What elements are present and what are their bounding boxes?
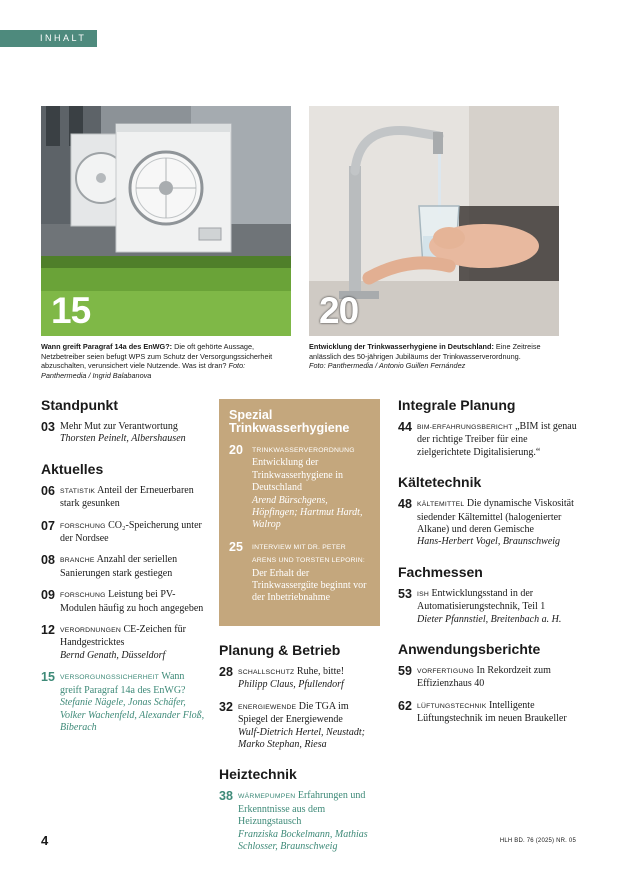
feature-number-20: 20 [319,290,359,331]
toc-entry[interactable]: 03 Mehr Mut zur Verantwortung Thorsten Peinelt, Albershausen [41,420,186,445]
section-tab: INHALT [0,30,97,47]
toc-entry[interactable]: 53 ISH Entwicklungsstand in der Automatisierungstechnik, Teil 1 Dieter Pfannstiel, Breitenbach a. H. [398,586,562,625]
section-title-kaeltetechnik: Kältetechnik [398,474,482,491]
toc-entry[interactable]: 32 ENERGIEWENDE Die TGA im Spiegel der Energiewende Wulf-Dietrich Hertel, Neustadt; Marko Stephan, Riesa [219,699,365,750]
toc-entry-highlight[interactable]: 38 WÄRMEPUMPEN Erfahrungen und Erkenntnisse aus dem Heizungstausch Franziska Bockelmann, Mathias Schlosser, Braunschweig [219,789,368,852]
photo-caption-2: Entwicklung der Trinkwasserhygiene in Deutschland: Eine Zeitreise anlässlich des 50-jährigen Jubiläums der Trinkwasserverordnung. Foto: Panthermedia / Antonio Guillen Fernández [309,342,541,371]
section-title-aktuelles: Aktuelles [41,460,104,477]
section-title-fachmessen: Fachmessen [398,563,483,580]
section-title-anwendung: Anwendungsberichte [398,641,541,658]
toc-entry-highlight[interactable]: 15 VERSORGUNGSSICHERHEIT Wann greift Paragraf 14a des EnWG? Stefanie Nägele, Jonas Schäfer, Volker Wachenfeld, Alexander Floß, Biberach [41,670,205,733]
toc-entry[interactable]: 25 INTERVIEW MIT DR. PETER ARENS UND TORSTEN LEPORIN: Der Erhalt der Trinkwassergüte beginnt vor der Inbetriebnahme [229,539,367,604]
toc-entry[interactable]: 12 VERORDNUNGEN CE-Zeichen für Handgestricktes Bernd Genath, Düsseldorf [41,623,186,661]
toc-entry[interactable]: 48 KÄLTEMITTEL Die dynamische Viskosität siedender Kältemittel (halogenierter Alkane) und deren Gemische Hans-Herbert Vogel, Braunschweig [398,497,574,548]
water-tap-photo [309,106,559,336]
spezial-title: Spezial Trinkwasserhygiene [229,408,350,435]
section-title-integrale: Integrale Planung [398,397,516,413]
toc-entry[interactable]: 09 FORSCHUNG Leistung bei PV-Modulen häufig zu hoch angegeben [41,588,204,614]
toc-entry[interactable]: 06 STATISTIK Anteil der Erneuerbaren stark gesunken [41,483,194,510]
toc-entry[interactable]: 59 VORFERTIGUNG In Rekordzeit zum Effizienzhaus 40 [398,664,551,690]
toc-entry[interactable]: 44 BIM-ERFAHRUNGSBERICHT „BIM ist genau der richtige Treiber für eine zielgerichtete Digitalisierung.“ [398,420,577,458]
section-title-standpunkt: Standpunkt [41,397,118,413]
section-title-planung: Planung & Betrieb [219,641,341,658]
toc-entry[interactable]: 08 BRANCHE Anzahl der seriellen Sanierungen stark gestiegen [41,553,178,579]
toc-column-1 [41,397,206,743]
toc-entry[interactable]: 20 TRINKWASSERVERORDNUNG Entwicklung der Trinkwasserhygiene in Deutschland Arend Bürschgens, Höpfingen; Hartmut Hardt, Walrop [229,443,363,531]
toc-entry[interactable]: 07 FORSCHUNG CO₂-Speicherung unter der Nordsee [41,518,202,545]
heat-pump-photo [41,106,291,336]
photo-caption-1: Wann greift Paragraf 14a des EnWG?: Die oft gehörte Aussage, Netzbetreiber seien befugt WPS zum Schutz der Versorgungssicherheit abzuschalten, verunsichert viele Nutzende. Was ist dran? Foto: Panthermedia / Ingrid Balabanova [41,342,273,380]
toc-entry[interactable]: 28 SCHALLSCHUTZ Ruhe, bitte! Philipp Claus, Pfullendorf [219,664,345,691]
toc-column-3 [398,397,578,735]
page-number: 4 [41,833,49,848]
toc-column-2 [219,399,380,862]
issue-info: HLH BD. 76 (2025) NR. 05 [499,838,576,844]
section-title-heiztechnik: Heiztechnik [219,766,297,783]
feature-number-15: 15 [51,290,91,331]
toc-entry[interactable]: 62 LÜFTUNGSTECHNIK Intelligente Lüftungstechnik im neuen Braukeller [398,698,567,725]
spezial-box [219,399,380,626]
